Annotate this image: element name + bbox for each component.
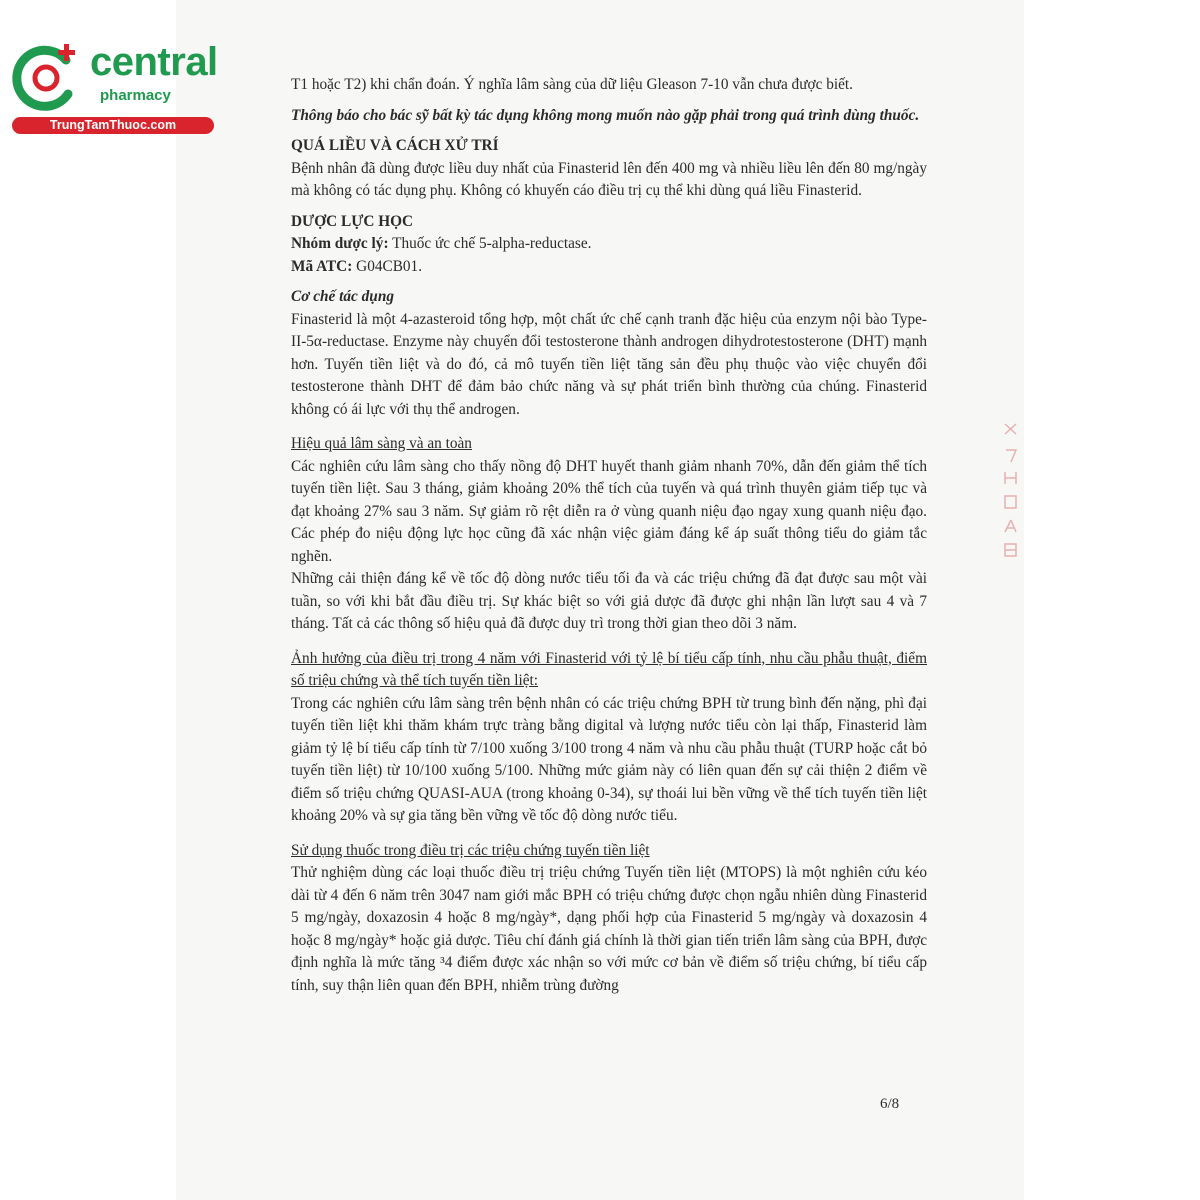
paragraph-gleason: T1 hoặc T2) khi chẩn đoán. Ý nghĩa lâm sàng của dữ liệu Gleason 7-10 vẫn chưa được biết. (291, 76, 853, 93)
heading-four-year-effect: Ảnh hưởng của điều trị trong 4 năm với Finasterid với tỷ lệ bí tiểu cấp tính, nhu cầu phẫu thuật, điểm số triệu chứng và thể tích tuyến tiền liệt: (291, 649, 927, 689)
paragraph-overdose: Bệnh nhân đã dùng được liều duy nhất của Finasterid lên đến 400 mg và nhiều liều lên đến 80 mg/ngày mà không có tác dụng phụ. Không có khuyến cáo điều trị cụ thể khi dùng quá liều Finasterid. (291, 159, 927, 199)
heading-mechanism: Cơ chế tác dụng (291, 288, 394, 305)
atc-value: G04CB01. (352, 257, 423, 275)
paragraph-efficacy-1: Các nghiên cứu lâm sàng cho thấy nồng độ DHT huyết thanh giảm nhanh 70%, dẫn đến giảm thể tích tuyến tiền liệt. Sau 3 tháng, giảm khoảng 20% thể tích của tuyến và quá trình thuyên giảm tiếp tục và đạt khoảng 27% sau 3 năm. Sự giảm rõ rệt diễn ra ở vùng quanh niệu đạo ngay xung quanh niệu đạo. Các phép đo niệu động lực học cũng đã xác nhận việc giảm đáng kể áp suất thông tiểu do giảm tắc nghẽn. (291, 457, 927, 565)
heading-clinical-efficacy: Hiệu quả lâm sàng và an toàn (291, 435, 472, 452)
page-number: 6/8 (880, 1096, 900, 1112)
paragraph-mechanism: Finasterid là một 4-azasteroid tổng hợp, một chất ức chế cạnh tranh đặc hiệu của enzym nội bào Type-II-5α-reductase. Enzyme này chuyển đổi testosterone thành androgen dihydrotestosterone (DHT) mạnh hơn. Tuyến tiền liệt và do đó, cả mô tuyến tiền liệt tăng sản đều phụ thuộc vào việc chuyển đổi testosterone thành DHT để đảm bảo chức năng và sự phát triển bình thường của chúng. Finasterid không có ái lực với thụ thể androgen. (291, 310, 927, 418)
brand-url-badge[interactable]: TrungTamThuoc.com (12, 117, 214, 134)
atc-label: Mã ATC: (291, 257, 353, 275)
atc-code (291, 256, 927, 279)
brand-subtitle: pharmacy (100, 87, 171, 104)
central-pharmacy-logo-icon (8, 38, 88, 118)
heading-pharmacodynamics: DƯỢC LỰC HỌC (291, 212, 414, 230)
paragraph-mtops: Thử nghiệm dùng các loại thuốc điều trị triệu chứng Tuyến tiền liệt (MTOPS) là một nghiên cứu kéo dài từ 4 đến 6 năm trên 3047 nam giới mắc BPH có triệu chứng được chọn ngẫu nhiên dùng Finasterid 5 mg/ngày, doxazosin 4 hoặc 8 mg/ngày*, dạng phối hợp của Finasterid 5 mg/ngày và doxazosin 4 hoặc 8 mg/ngày* hoặc giả dược. Tiêu chí đánh giá chính là thời gian tiến triển lâm sàng của BPH, được định nghĩa là mức tăng ³4 điểm được xác nhận so với mức cơ bản về điểm số triệu chứng, bí tiểu cấp tính, suy thận liên quan đến BPH, nhiễm trùng đường (291, 864, 927, 994)
stamp-mark-icon (998, 420, 1024, 569)
brand-logo[interactable] (8, 38, 218, 138)
heading-overdose: QUÁ LIỀU VÀ CÁCH XỬ TRÍ (291, 137, 499, 154)
brand-name: central (90, 40, 218, 84)
document-body (291, 74, 927, 997)
heading-drug-use: Sử dụng thuốc trong điều trị các triệu chứng tuyến tiền liệt (291, 841, 650, 859)
paragraph-efficacy-2: Những cải thiện đáng kể về tốc độ dòng nước tiểu tối đa và các triệu chứng đã đạt được sau một vài tuần, so với khi bắt đầu điều trị. Sự khác biệt so với giả dược đã được ghi nhận lần lượt sau 4 và 7 tháng. Tất cả các thông số hiệu quả đã được duy trì trong thời gian theo dõi 3 năm. (291, 570, 927, 632)
adverse-effects-notice: Thông báo cho bác sỹ bất kỳ tác dụng không mong muốn nào gặp phải trong quá trình dùng thuốc. (291, 106, 920, 124)
group-label: Nhóm dược lý: (291, 235, 389, 252)
group-value: Thuốc ức chế 5-alpha-reductase. (388, 235, 592, 252)
paragraph-four-year-effect: Trong các nghiên cứu lâm sàng trên bệnh nhân có các triệu chứng BPH từ trung bình đến nặng, phì đại tuyến tiền liệt khi thăm khám trực tràng bằng digital và lượng nước tiểu còn lại thấp, Finasterid làm giảm tỷ lệ bí tiểu cấp tính từ 7/100 xuống 3/100 trong 4 năm và nhu cầu phẫu thuật (TURP hoặc cắt bỏ tuyến tiền liệt) từ 10/100 xuống 5/100. Những mức giảm này có liên quan đến sự cải thiện 2 điểm về điểm số triệu chứng QUASI-AUA (trong khoảng 0-34), sự thoái lui bền vững về thể tích tuyến tiền liệt khoảng 20% và sự gia tăng bền vững về tốc độ dòng nước tiểu. (291, 694, 927, 824)
pharmacologic-group (291, 233, 927, 256)
